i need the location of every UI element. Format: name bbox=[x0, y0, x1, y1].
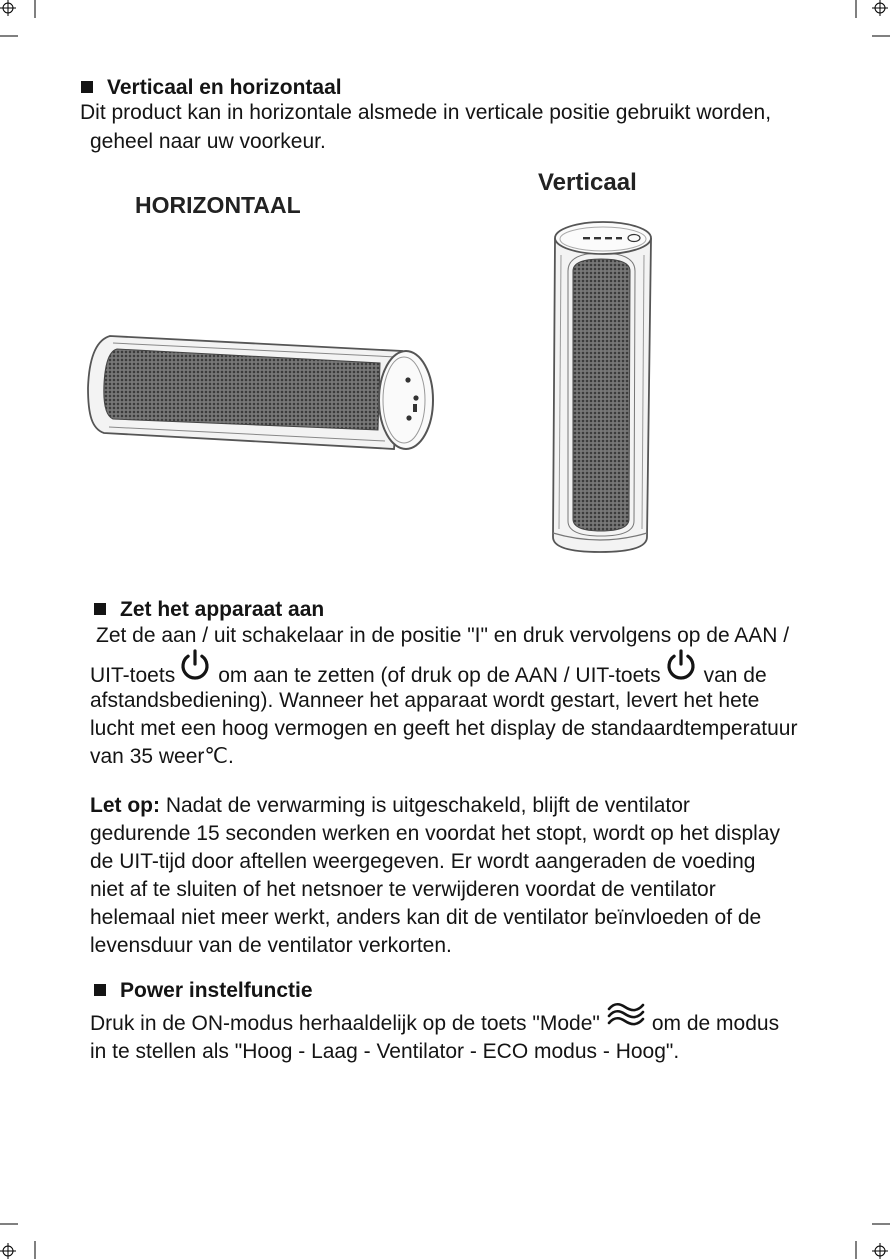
vertical-label: Verticaal bbox=[538, 169, 637, 196]
note-line: levensduur van de ventilator verkorten. bbox=[90, 934, 452, 957]
horizontal-heater-illustration bbox=[80, 318, 445, 463]
text-segment: van de bbox=[703, 664, 767, 687]
square-bullet bbox=[94, 984, 106, 996]
paragraph-line: Dit product kan in horizontale alsmede in verticale positie gebruikt worden, bbox=[80, 101, 772, 124]
vertical-heater-illustration bbox=[545, 215, 660, 560]
mode-icon-slot bbox=[607, 1029, 645, 1030]
text-segment: Druk in de ON-modus herhaaldelijk op de toets "Mode" bbox=[90, 1012, 600, 1035]
paragraph-line-with-icons bbox=[90, 662, 767, 690]
text-segment: om aan te zetten (of druk op de AAN / UIT-toets bbox=[218, 664, 661, 687]
note-line: de UIT-tijd door aftellen weergegeven. Er wordt aangeraden de voeding bbox=[90, 850, 756, 873]
power-icon-slot bbox=[179, 681, 212, 682]
section-heading-power-on bbox=[94, 596, 324, 624]
mode-waves-icon bbox=[607, 1002, 645, 1026]
text-segment: Nadat de verwarming is uitgeschakeld, blijft de ventilator bbox=[165, 794, 690, 817]
heater-grille bbox=[104, 349, 380, 430]
square-bullet bbox=[94, 603, 106, 615]
note-line: gedurende 15 seconden werken en voordat het stopt, wordt op het display bbox=[90, 822, 780, 845]
heater-grille bbox=[573, 259, 630, 531]
power-icon-slot bbox=[665, 681, 698, 682]
note-line: niet af te sluiten of het netsnoer te verwijderen voordat de ventilator bbox=[90, 878, 716, 901]
power-icon bbox=[665, 648, 698, 681]
paragraph-line: afstandsbediening). Wanneer het apparaat wordt gestart, levert het hete bbox=[90, 689, 760, 712]
heading-text: Power instelfunctie bbox=[120, 979, 313, 1002]
section-heading-orientation bbox=[81, 74, 342, 102]
paragraph-line: lucht met een hoog vermogen en geeft het display de standaardtemperatuur bbox=[90, 717, 798, 740]
paragraph-line: van 35 weer℃. bbox=[90, 745, 234, 768]
heading-text: Zet het apparaat aan bbox=[120, 598, 325, 621]
power-icon bbox=[179, 648, 212, 681]
paragraph-line: geheel naar uw voorkeur. bbox=[90, 130, 326, 153]
crop-mark-bottom-right bbox=[856, 1224, 890, 1259]
note-line bbox=[90, 792, 690, 820]
horizontal-label: HORIZONTAAL bbox=[135, 192, 301, 218]
crop-mark-bottom-left bbox=[0, 1224, 35, 1259]
paragraph-line: Zet de aan / uit schakelaar in de positie "I" en druk vervolgens op de AAN / bbox=[96, 624, 790, 647]
text-segment: UIT-toets bbox=[90, 664, 176, 687]
crop-mark-top-left bbox=[0, 0, 35, 36]
note-label: Let op: bbox=[90, 794, 160, 817]
heading-text: Verticaal en horizontaal bbox=[107, 76, 342, 99]
paragraph-line-with-icon bbox=[90, 1010, 779, 1038]
section-heading-power-setting bbox=[94, 977, 313, 1005]
text-segment: om de modus bbox=[651, 1012, 780, 1035]
note-line: helemaal niet meer werkt, anders kan dit de ventilator beïnvloeden of de bbox=[90, 906, 762, 929]
paragraph-line: in te stellen als "Hoog - Laag - Ventilator - ECO modus - Hoog". bbox=[90, 1040, 680, 1063]
square-bullet bbox=[81, 81, 93, 93]
crop-mark-top-right bbox=[856, 0, 890, 36]
